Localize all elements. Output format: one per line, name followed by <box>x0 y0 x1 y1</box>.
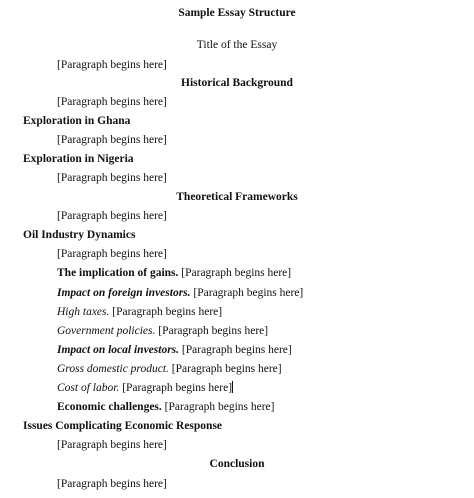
subsection-label: Impact on foreign investors. <box>57 287 191 299</box>
paragraph-placeholder: [Paragraph begins here] <box>171 363 282 375</box>
subsection-label: The implication of gains. <box>57 267 179 279</box>
heading-conclusion: Conclusion <box>209 458 265 470</box>
subsection-foreign-investors <box>0 284 474 302</box>
paragraph-placeholder: [Paragraph begins here] <box>57 439 167 451</box>
paragraph-placeholder: [Paragraph begins here] <box>57 59 167 71</box>
paragraph-placeholder: [Paragraph begins here] <box>57 96 167 108</box>
subsection-label: High taxes. <box>57 306 110 318</box>
heading-theoretical-frameworks: Theoretical Frameworks <box>176 191 298 203</box>
paragraph-placeholder: [Paragraph begins here] <box>57 172 167 184</box>
heading-issues-complicating: Issues Complicating Economic Response <box>23 420 223 432</box>
subsection-high-taxes <box>0 303 474 321</box>
paragraph-placeholder: [Paragraph begins here] <box>158 325 269 337</box>
document-title: Sample Essay Structure <box>178 7 296 19</box>
subsection-government-policies <box>0 322 474 340</box>
paragraph-placeholder: [Paragraph begins here] <box>112 306 223 318</box>
paragraph-placeholder: [Paragraph begins here] <box>57 210 167 222</box>
subsection-label: Impact on local investors. <box>57 344 180 356</box>
subsection-label: Economic challenges. <box>57 401 162 413</box>
paragraph-placeholder: [Paragraph begins here] <box>193 287 304 299</box>
paragraph-placeholder: [Paragraph begins here] <box>57 134 167 146</box>
essay-title: Title of the Essay <box>196 39 278 51</box>
paragraph-placeholder: [Paragraph begins here] <box>57 248 167 260</box>
paragraph-placeholder: [Paragraph begins here] <box>122 382 233 394</box>
subsection-cost-of-labor <box>0 379 474 397</box>
subsection-label: Gross domestic product. <box>57 363 169 375</box>
heading-historical-background: Historical Background <box>181 77 293 89</box>
paragraph-placeholder: [Paragraph begins here] <box>57 478 167 490</box>
heading-exploration-ghana: Exploration in Ghana <box>23 115 131 127</box>
paragraph-placeholder: [Paragraph begins here] <box>181 267 292 279</box>
text-cursor <box>232 381 233 393</box>
subsection-economic-challenges <box>0 398 474 416</box>
subsection-label: Government policies. <box>57 325 156 337</box>
subsection-local-investors <box>0 341 474 359</box>
heading-oil-industry-dynamics: Oil Industry Dynamics <box>23 229 136 241</box>
subsection-label: Cost of labor. <box>57 382 120 394</box>
paragraph-placeholder: [Paragraph begins here] <box>164 401 275 413</box>
paragraph-placeholder: [Paragraph begins here] <box>181 344 292 356</box>
subsection-implication-of-gains <box>0 264 474 282</box>
subsection-gross-domestic-product <box>0 360 474 378</box>
heading-exploration-nigeria: Exploration in Nigeria <box>23 153 134 165</box>
